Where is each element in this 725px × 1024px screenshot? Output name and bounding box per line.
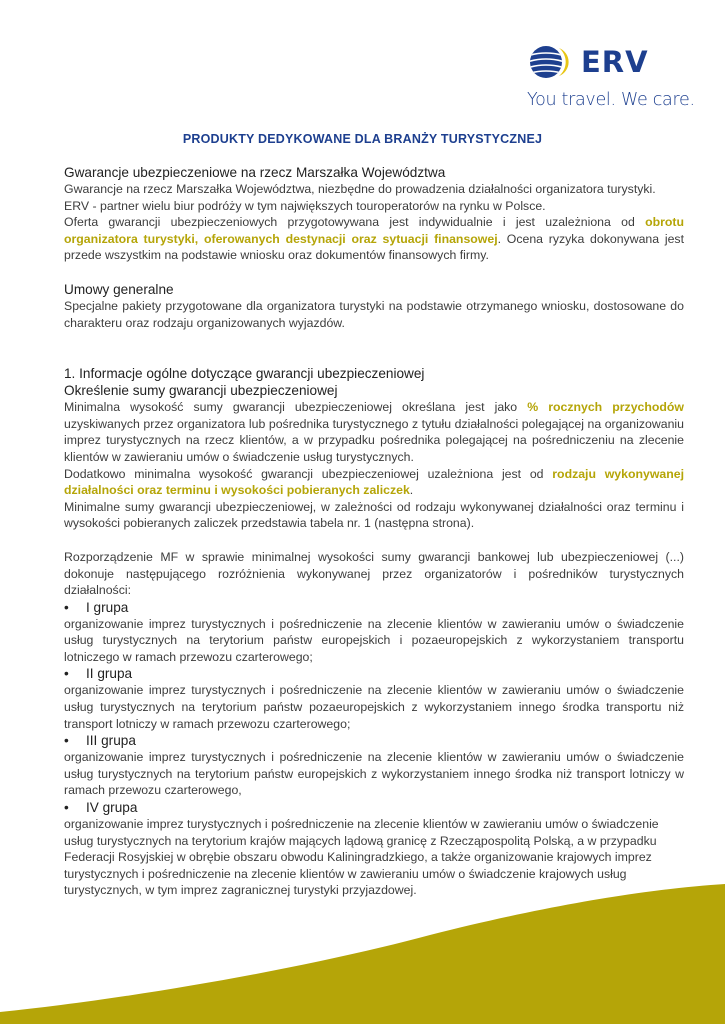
bullet-icon: • bbox=[64, 800, 69, 816]
text: . bbox=[409, 483, 414, 498]
globe-logo-icon bbox=[529, 42, 569, 82]
section-heading-general-agreements: Umowy generalne bbox=[64, 281, 174, 297]
bullet-icon: • bbox=[64, 666, 69, 682]
section-heading-guarantees: Gwarancje ubezpieczeniowe na rzecz Marszałka Województwa bbox=[64, 165, 446, 180]
erv-logo bbox=[527, 42, 695, 114]
paragraph bbox=[64, 399, 684, 465]
group-name: I grupa bbox=[86, 599, 129, 615]
highlight-text: rodzaju wykonywanej działalności oraz terminu i wysokości pobieranych zaliczek bbox=[64, 466, 685, 498]
group-label bbox=[64, 799, 684, 816]
section-heading-general-info: 1. Informacje ogólne dotyczące gwarancji ubezpieczeniowej bbox=[64, 366, 425, 382]
paragraph: Gwarancje na rzecz Marszałka Województwa, niezbędne do prowadzenia działalności organizatora turystyki. bbox=[64, 182, 656, 196]
highlight-text: % rocznych przychodów bbox=[527, 400, 684, 415]
paragraph: Minimalne sumy gwarancji ubezpieczeniowej, w zależności od rodzaju wykonywanej działalności oraz terminu i wysokości pobieranych zaliczek przedstawia tabela nr. 1 (następna strona). bbox=[64, 499, 684, 531]
brand-tagline: You travel. We care. bbox=[527, 90, 695, 110]
group-name: IV grupa bbox=[86, 800, 138, 816]
group-name: III grupa bbox=[86, 733, 136, 749]
bullet-icon: • bbox=[64, 599, 69, 615]
group-description: organizowanie imprez turystycznych i pośredniczenie na zlecenie klientów w zawieraniu umów o świadczenie usług turystycznych na terytorium państw europejskich i pozaeuropejskich z wykorzystaniem transportu lotniczego w ramach przewozu czarterowego; bbox=[64, 616, 684, 664]
bullet-icon: • bbox=[64, 733, 69, 749]
paragraph bbox=[64, 466, 684, 499]
group-label bbox=[64, 665, 684, 682]
brand-name: ERV bbox=[581, 45, 649, 79]
text: uzyskiwanych przez organizatora lub pośrednika turystycznego z tytułu działalności polegającej na organizowaniu imprez turystycznych na rzecz klientów, a w przypadku pośrednika polegającej na pośredniczeniu na zlecenie klientów w zawieraniu umów o świadczenie usług turystycznych. bbox=[64, 416, 684, 464]
group-description: organizowanie imprez turystycznych i pośredniczenie na zlecenie klientów w zawieraniu umów o świadczenie usług turystycznych na terytorium państw europejskich z wykorzystaniem innego środka niż transport lotniczy w ramach przewozu czarterowego, bbox=[64, 750, 684, 798]
paragraph: Rozporządzenie MF w sprawie minimalnej wysokości sumy gwarancji bankowej lub ubezpieczeniowej (...) dokonuje następującego rozróżnienia wykonywanej przez organizatorów i pośredników turystycznych działalności: bbox=[64, 549, 684, 598]
group-name: II grupa bbox=[86, 666, 133, 682]
paragraph: Specjalne pakiety przygotowane dla organizatora turystyki na podstawie otrzymanego wniosku, dostosowane do charakteru oraz rodzaju organizowanych wyjazdów. bbox=[64, 298, 684, 330]
group-label bbox=[64, 732, 684, 749]
paragraph: ERV - partner wielu biur podróży w tym największych touroperatorów na rynku w Polsce. bbox=[64, 198, 546, 213]
text: Minimalna wysokość sumy gwarancji ubezpieczeniowej określana jest jako bbox=[64, 400, 528, 415]
decorative-swoosh bbox=[0, 880, 725, 1024]
group-label bbox=[64, 599, 684, 616]
text: Dodatkowo minimalna wysokość gwarancji ubezpieczeniowej uzależniona jest od bbox=[64, 466, 553, 481]
group-description: organizowanie imprez turystycznych i pośredniczenie na zlecenie klientów w zawieraniu umów o świadczenie usług turystycznych na terytorium państw pozaeuropejskich z wykorzystaniem innego środka transportu niż transport lotniczy w ramach przewozu czarterowego; bbox=[64, 683, 684, 731]
page-title: PRODUKTY DEDYKOWANE DLA BRANŻY TURYSTYCZNEJ bbox=[182, 132, 543, 146]
text: . Ocena ryzyka dokonywana jest przede wszystkim na podstawie wniosku oraz dokumentów finansowych firmy. bbox=[64, 231, 684, 263]
group-description: organizowanie imprez turystycznych i pośredniczenie na zlecenie klientów w zawieraniu umów o świadczenie usług turystycznych na terytorium krajów mających lądową granicę z Rzecząpospolitą Polską, a w przypadku Federacji Rosyjskiej w obrębie obszaru obwodu Kaliningradzkiego, a także organizowanie krajowych imprez turystycznych i pośredniczenie na zlecenie klientów w zawieraniu umów o świadczenie krajowych usług turystycznych, w tym imprez zagranicznej turystyki przyjazdowej. bbox=[64, 817, 659, 898]
paragraph bbox=[64, 214, 684, 264]
document-body bbox=[64, 164, 684, 899]
subheading-sum-determination: Określenie sumy gwarancji ubezpieczeniowej bbox=[64, 383, 338, 399]
highlight-text: obrotu organizatora turystyki, oferowanych destynacji oraz sytuacji finansowej bbox=[64, 215, 684, 246]
text: Oferta gwarancji ubezpieczeniowych przygotowywana jest indywidualnie i jest uzależniona od bbox=[64, 215, 646, 230]
